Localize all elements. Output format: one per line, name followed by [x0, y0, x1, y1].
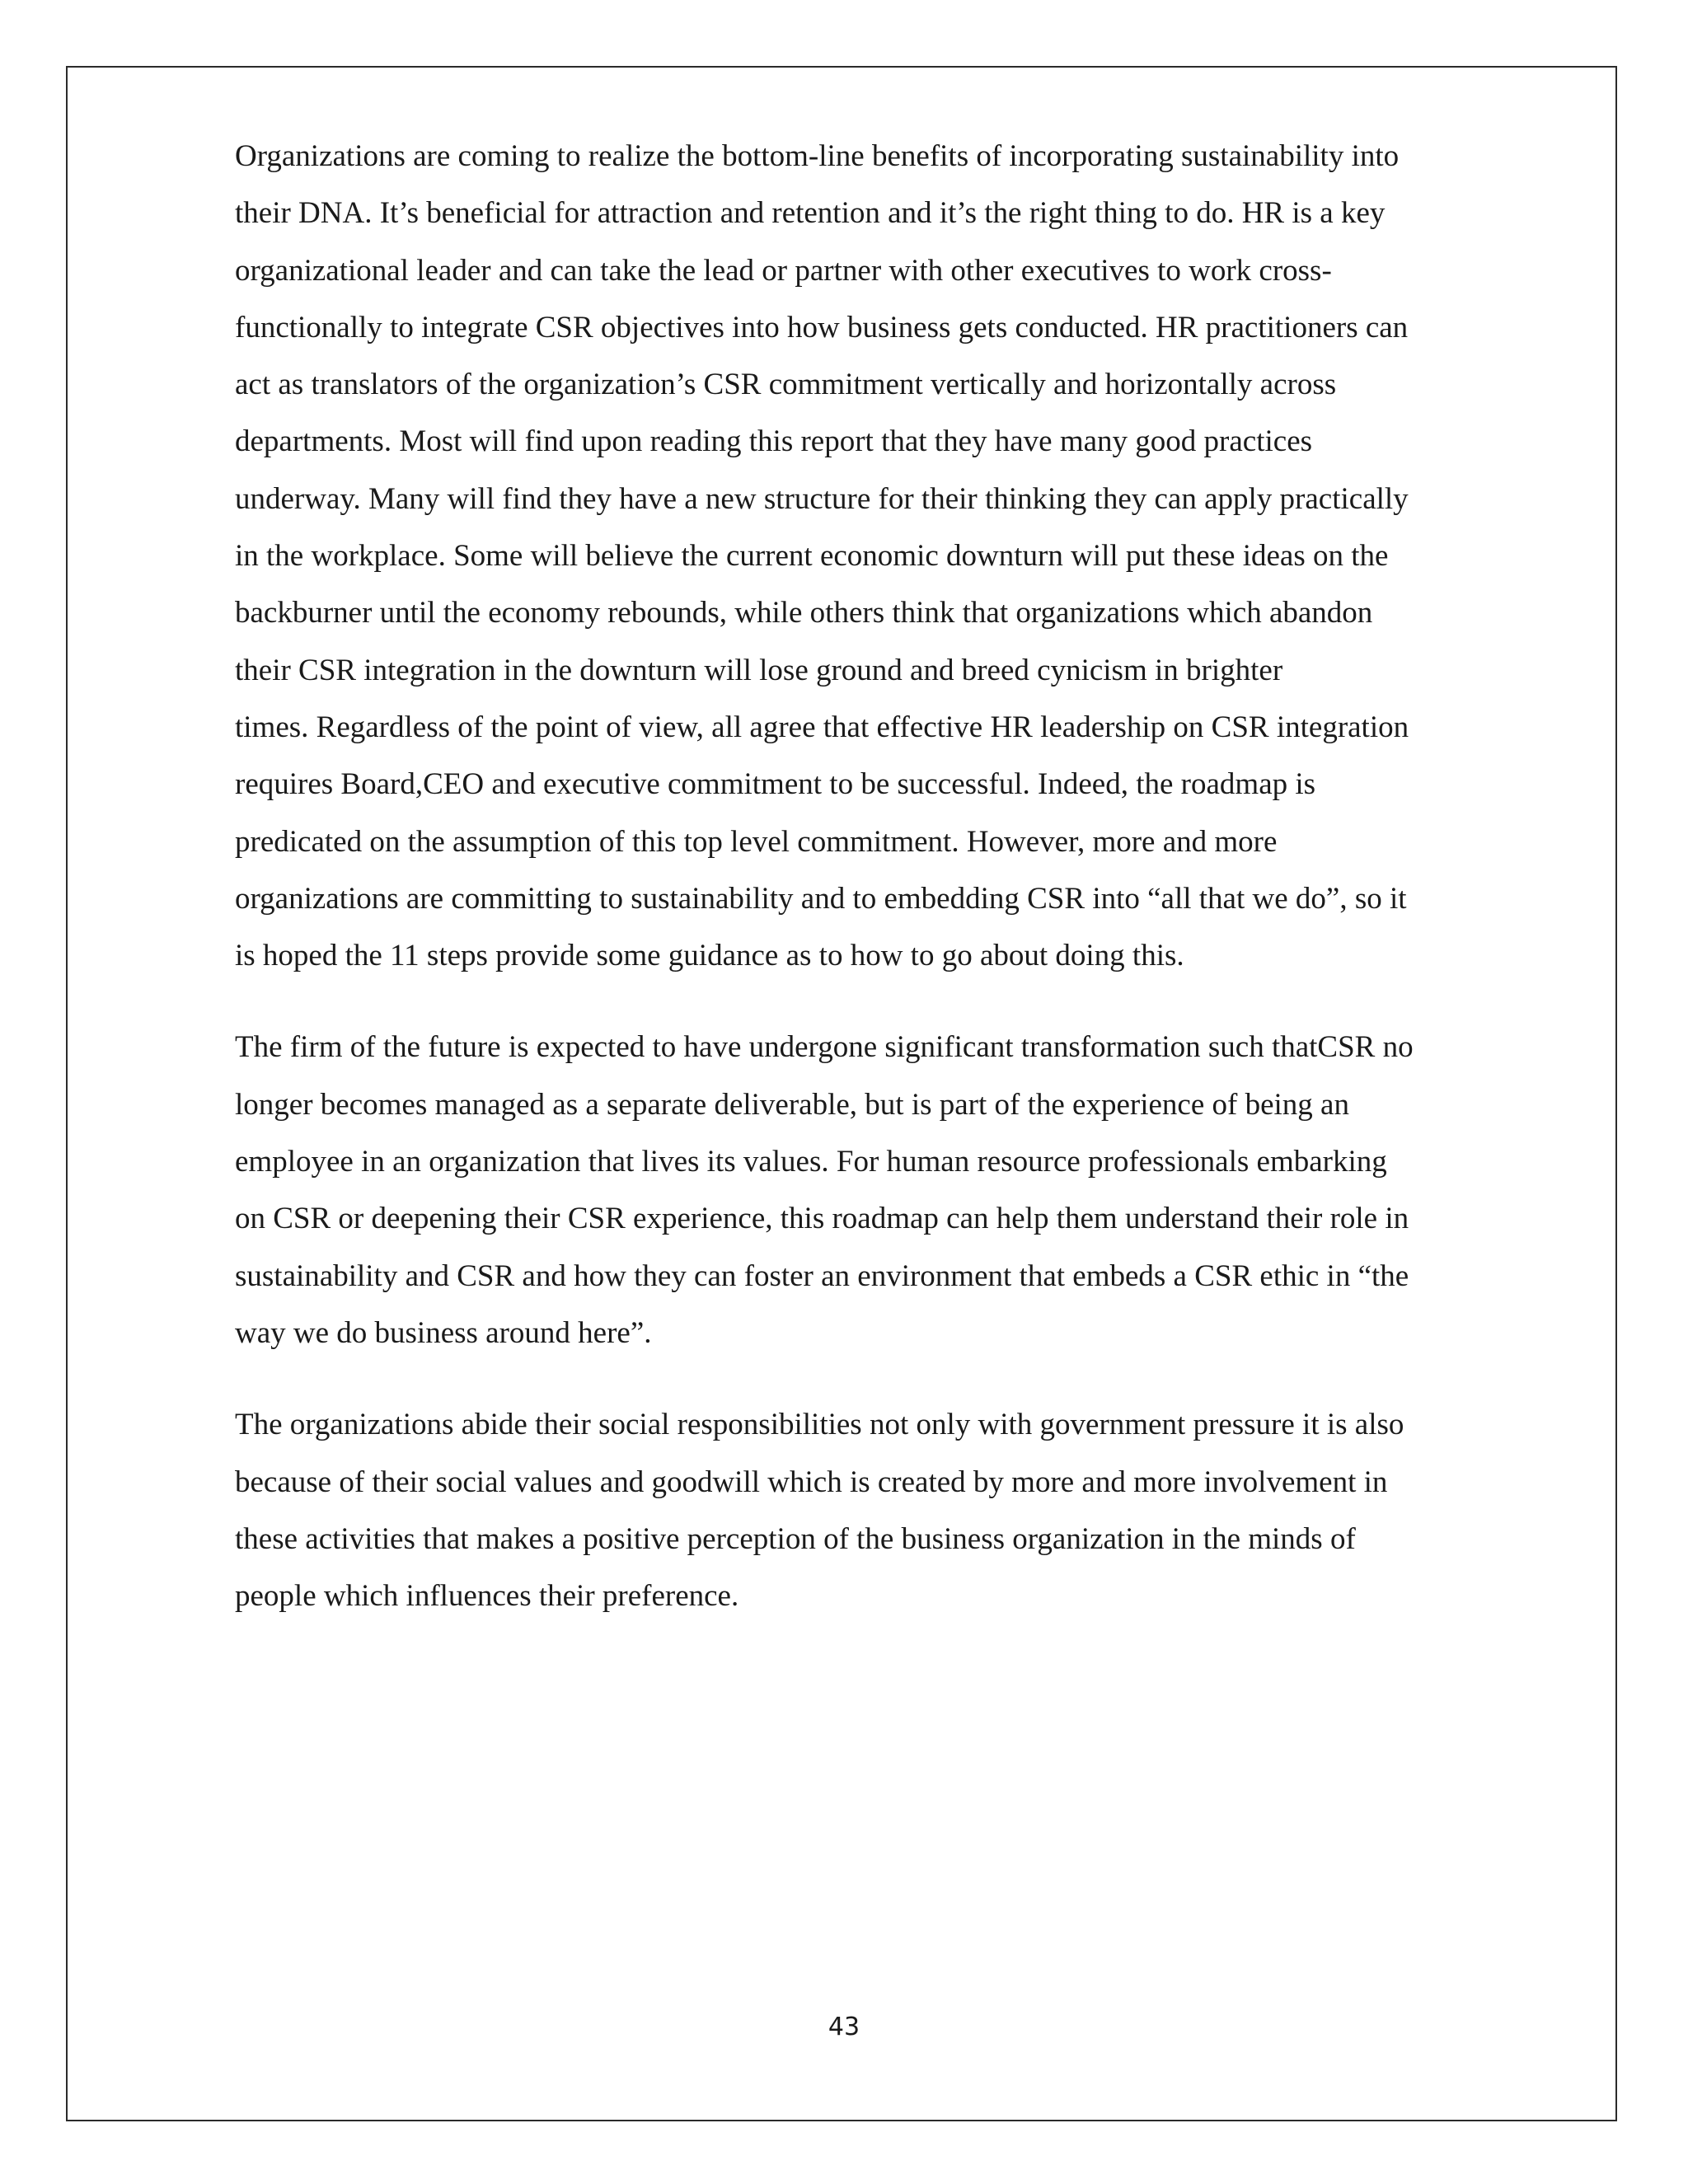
paragraph: The firm of the future is expected to have undergone significant transformation such thatCSR no longer becomes managed as a separate deliverable, but is part of the experience of being an employee in an organization that lives its values. For human resource professionals embarking on CSR or deepening their CSR experience, this roadmap can help them understand their role in sustainability and CSR and how they can foster an environment that embeds a CSR ethic in “the way we do business around here”. — [235, 1030, 1414, 1350]
paragraph: Organizations are coming to realize the bottom-line benefits of incorporating sustainability into their DNA. It’s beneficial for attraction and retention and it’s the right thing to do. HR is a key organizational leader and can take the lead or partner with other executives to work cross- functionally to integrate CSR objectives into how business gets conducted. HR practitioners can act as translators of the organization’s CSR commitment vertically and horizontally across departments. Most will find upon reading this report that they have many good practices underway. Many will find they have a new structure for their thinking they can apply practically in the workplace. Some will believe the current economic downturn will put these ideas on the backburner until the economy rebounds, while others think that organizations which abandon their CSR integration in the downturn will lose ground and breed cynicism in brighter times. Regardless of the point of view, all agree that effective HR leadership on CSR integration requires Board,CEO and executive commitment to be successful. Indeed, the roadmap is predicated on the assumption of this top level commitment. However, more and more organizations are committing to sustainability and to embedding CSR into “all that we do”, so it is hoped the 11 steps provide some guidance as to how to go about doing this. — [235, 139, 1409, 973]
page-number: 43 — [828, 2013, 860, 2041]
paragraph: The organizations abide their social responsibilities not only with government pressure it is also because of their social values and goodwill which is created by more and more involvement in these activities that makes a positive perception of the business organization in the minds of people which influences their preference. — [235, 1408, 1404, 1614]
document-body — [235, 128, 1527, 1659]
